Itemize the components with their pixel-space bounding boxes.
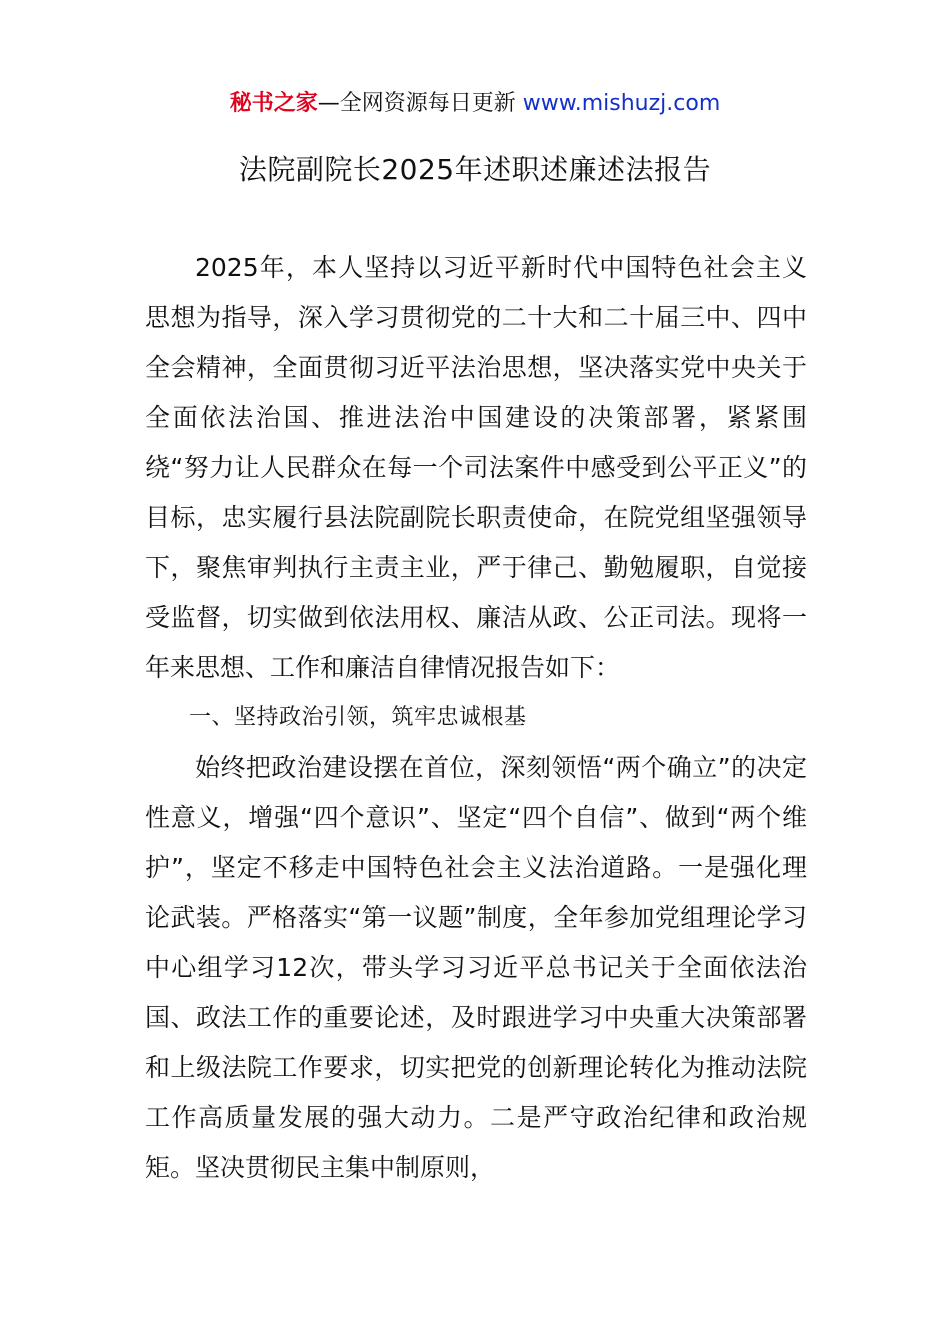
document-title: 法院副院长2025年述职述廉述法报告 — [238, 153, 712, 186]
section-heading: 一、坚持政治引领，筑牢忠诚根基 — [189, 705, 527, 730]
intro-paragraph: 2025年，本人坚持以习近平新时代中国特色社会主义思想为指导，深入学习贯彻党的二十大和二十届三中、四中全会精神，全面贯彻习近平法治思想，坚决落实党中央关于全面依法治国、推进法治中国建设的决策部署，紧紧围绕“努力让人民群众在每一个司法案件中感受到公平正义”的目标，忠实履行县法院副院长职责使命，在院党组坚强领导下，聚焦审判执行主责主业，严于律己、勤勉履职，自觉接受监督，切实做到依法用权、廉洁从政、公正司法。现将一年来思想、工作和廉洁自律情况报告如下： — [145, 253, 807, 682]
site-header — [0, 88, 950, 120]
document-body — [145, 243, 807, 1193]
header-tagline: —全网资源每日更新 — [317, 91, 523, 116]
section-paragraph: 始终把政治建设摆在首位，深刻领悟“两个确立”的决定性意义，增强“四个意识”、坚定“四个自信”、做到“两个维护”，坚定不移走中国特色社会主义法治道路。一是强化理论武装。严格落实“第一议题”制度，全年参加党组理论学习中心组学习12次，带头学习习近平总书记关于全面依法治国、政法工作的重要论述，及时跟进学习中央重大决策部署和上级法院工作要求，切实把党的创新理论转化为推动法院工作高质量发展的强大动力。二是严守政治纪律和政治规矩。坚决贯彻民主集中制原则， — [145, 753, 807, 1182]
brand-name: 秘书之家 — [229, 91, 318, 116]
site-url-link[interactable]: www.mishuzj.com — [522, 91, 721, 116]
